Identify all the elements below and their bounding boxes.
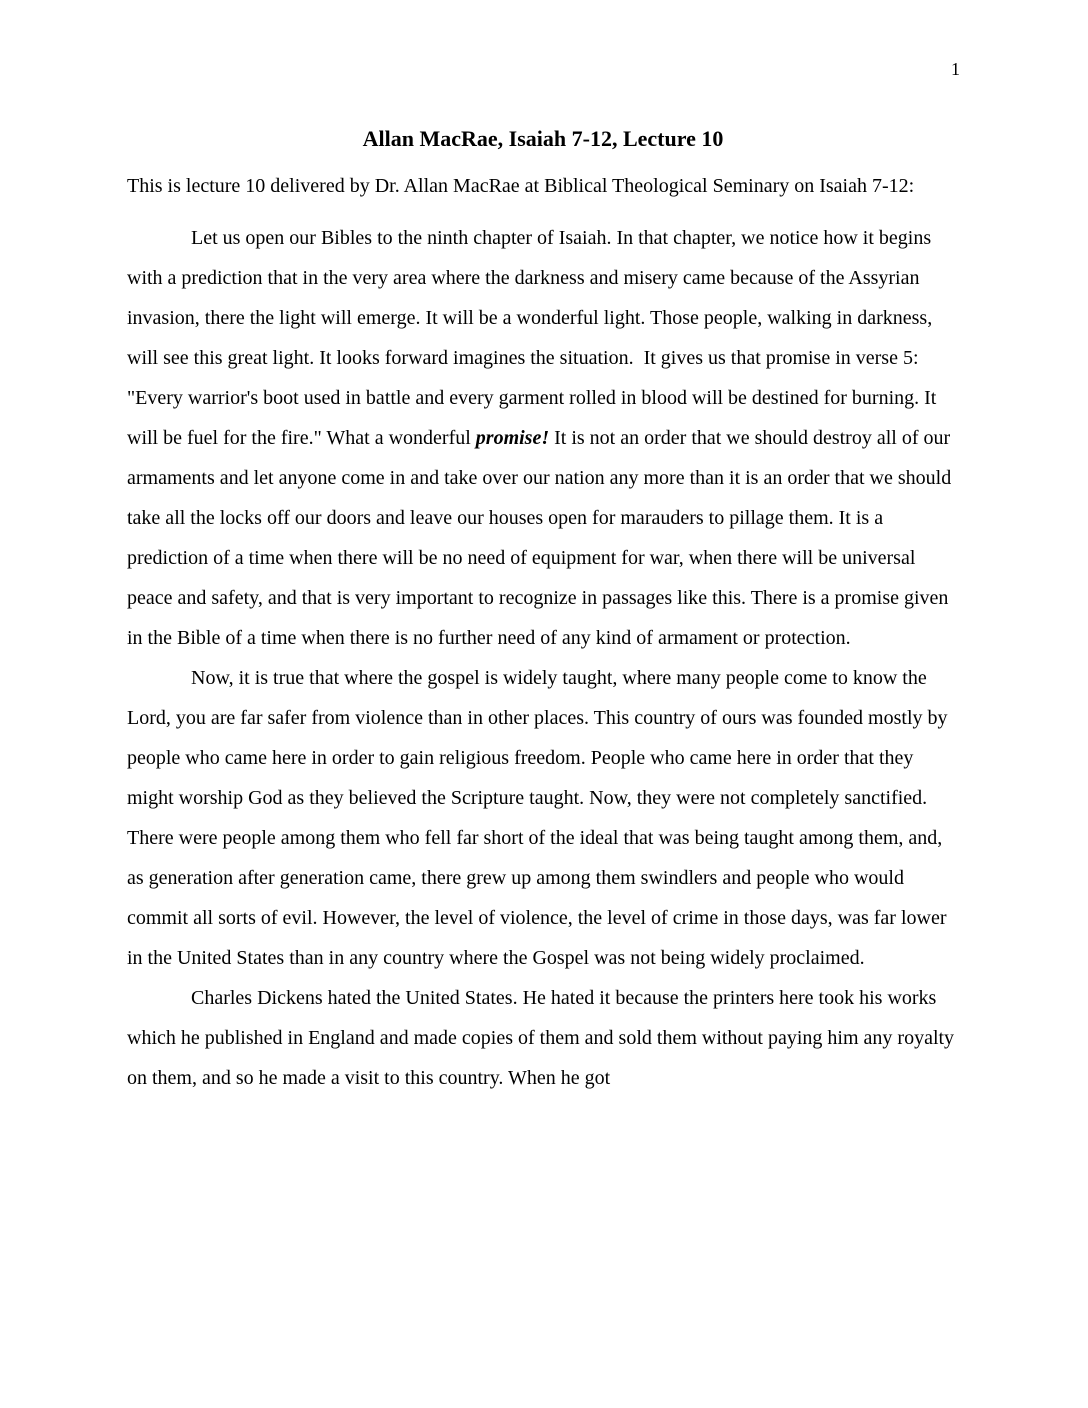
- body-paragraph-2: Now, it is true that where the gospel is widely taught, where many people come to know the Lord, you are far safer from violence than in other places. This country of ours was founded mostly by people who came here in order to gain religious freedom. People who came here in order that they might worship God as they believed the Scripture taught. Now, they were not completely sanctified. There were people among them who fell far short of the ideal that was being taught among them, and, as generation after generation came, there grew up among them swindlers and people who would commit all sorts of evil. However, the level of violence, the level of crime in those days, was far lower in the United States than in any country where the Gospel was not being widely proclaimed.: [127, 667, 953, 970]
- body-paragraph-3: Charles Dickens hated the United States. He hated it because the printers here took his works which he published in England and made copies of them and sold them without paying him any royalty on them, and so he made a visit to this country. When he got: [127, 987, 960, 1090]
- paragraph-1-run-1: Let us open our Bibles to the ninth chapter of Isaiah. In that chapter, we notice how it begins with a prediction that in the very area where the darkness and misery came because of the Assyrian invasion, there the light will emerge. It will be a wonderful light. Those people, walking in darkness, will see this great light. It looks forward imagines the situation. It gives us that promise in verse 5: "Every warrior's boot used in battle and every garment rolled in blood will be destined for burning. It will be fuel for the fire." What a wonderful: [127, 227, 942, 450]
- page-title: Allan MacRae, Isaiah 7-12, Lecture 10: [362, 126, 724, 151]
- paragraph-1-run-3: It is not an order that we should destroy all of our armaments and let anyone come in and take over our nation any more than it is an order that we should take all the locks off our doors and leave our houses open for marauders to pillage them. It is a prediction of a time when there will be no need of equipment for war, when there will be universal peace and safety, and that is very important to recognize in passages like this. There is a promise given in the Bible of a time when there is no further need of any kind of armament or protection.: [127, 427, 957, 650]
- body-paragraph-1: [127, 218, 959, 658]
- intro-paragraph: This is lecture 10 delivered by Dr. Allan MacRae at Biblical Theological Seminary on Isaiah 7-12:: [127, 175, 915, 198]
- document-content: [127, 126, 959, 1098]
- paragraph-1-run-2-emphasis: promise!: [475, 427, 550, 450]
- page-number: 1: [951, 59, 960, 79]
